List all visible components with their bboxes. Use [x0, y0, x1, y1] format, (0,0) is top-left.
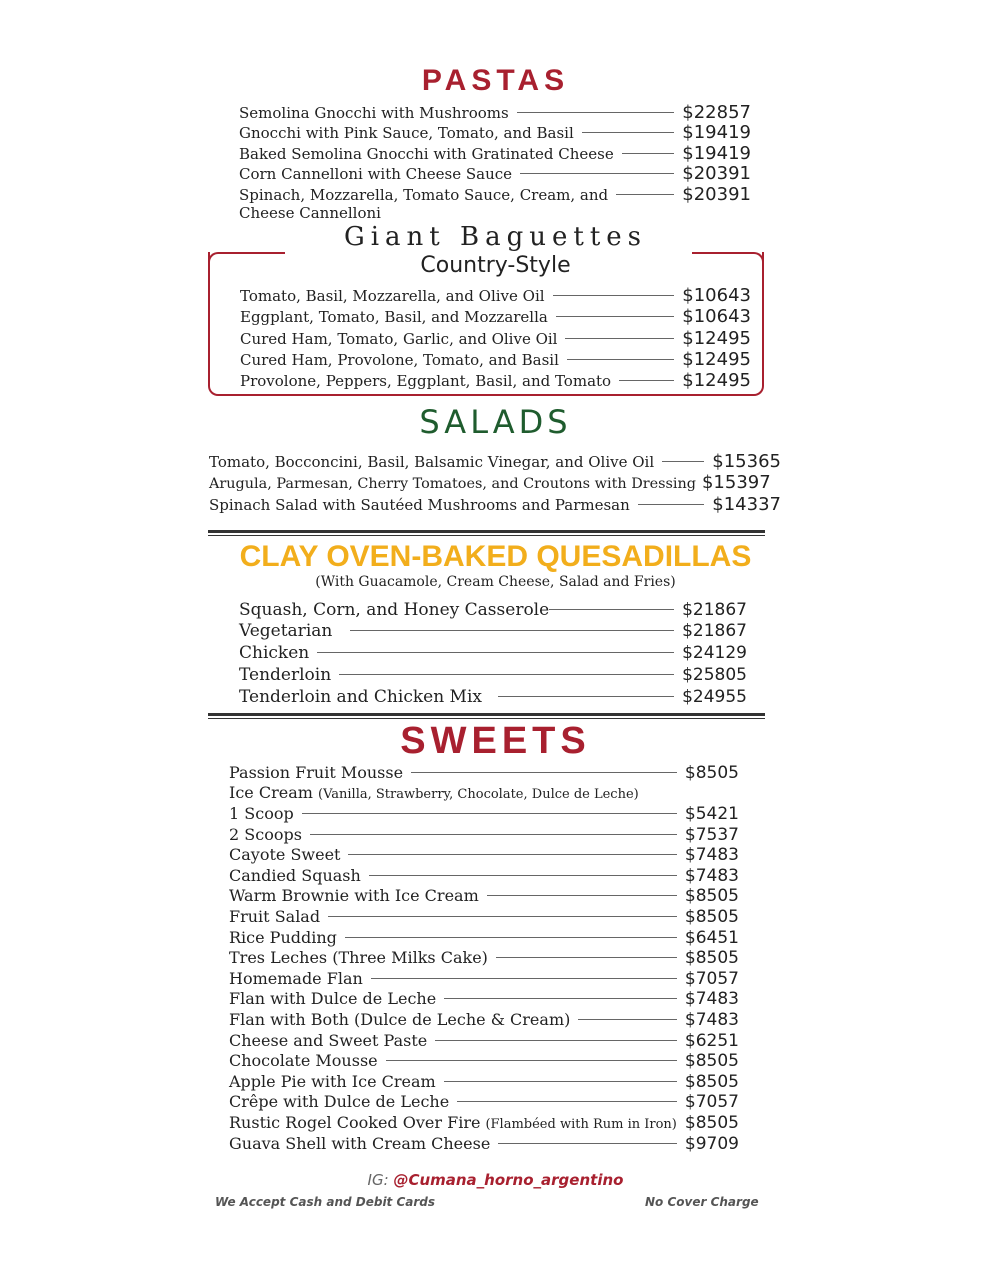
item-price: $15365: [712, 451, 781, 472]
leader-line: [549, 609, 674, 610]
item-price: $8505: [684, 1113, 739, 1133]
menu-item: [240, 349, 751, 370]
leader-line: [444, 998, 677, 999]
menu-item: [229, 1113, 739, 1133]
item-name: Rustic Rogel Cooked Over Fire: [229, 1113, 481, 1132]
quesadillas-title: CLAY OVEN-BAKED QUESADILLAS: [239, 540, 752, 573]
menu-item: [240, 306, 751, 327]
item-name: 2 Scoops: [229, 824, 302, 844]
cover-note: No Cover Charge: [645, 1195, 759, 1209]
leader-line: [517, 112, 675, 113]
sweets-title: SWEETS: [400, 720, 591, 762]
item-price: $10643: [682, 285, 751, 306]
leader-line: [582, 132, 675, 133]
leader-line: [556, 316, 674, 317]
item-price: $7483: [684, 1010, 739, 1030]
baguettes-title: Giant Baguettes: [343, 222, 648, 252]
item-price: $19419: [682, 122, 751, 143]
item-price: $22857: [682, 102, 751, 123]
item-price: $8505: [684, 886, 739, 907]
menu-item: [239, 643, 747, 663]
item-name: Squash, Corn, and Honey Casserole: [239, 600, 550, 620]
item-price: $24129: [682, 643, 747, 663]
item-name: Spinach Salad with Sautéed Mushrooms and Parmesan: [209, 496, 630, 514]
section-divider: [208, 530, 765, 536]
leader-line: [498, 696, 674, 697]
item-name: Cured Ham, Tomato, Garlic, and Olive Oil: [240, 330, 558, 348]
menu-item: [229, 969, 739, 989]
item-price: $9709: [684, 1133, 739, 1154]
leader-line: [553, 295, 675, 296]
leader-line: [302, 813, 677, 814]
leader-line: [619, 380, 674, 381]
item-price: $20391: [682, 163, 751, 184]
leader-line: [520, 173, 674, 174]
item-price: $19419: [682, 143, 751, 164]
item-name: Homemade Flan: [229, 968, 363, 988]
item-name: Cheese and Sweet Paste: [229, 1030, 428, 1050]
item-name: Warm Brownie with Ice Cream: [229, 886, 479, 906]
item-name: Gnocchi with Pink Sauce, Tomato, and Basil: [239, 124, 574, 142]
menu-item: [229, 886, 739, 906]
item-price: $7483: [684, 989, 739, 1010]
item-price: $12495: [682, 370, 751, 391]
menu-item: [229, 1051, 739, 1071]
leader-line: [328, 916, 677, 917]
leader-line: [662, 461, 704, 462]
item-name: Eggplant, Tomato, Basil, and Mozzarella: [240, 308, 548, 326]
item-price: $7483: [684, 865, 739, 886]
item-price: $7057: [684, 968, 739, 989]
item-name: Ice Cream: [229, 783, 313, 802]
leader-line: [457, 1101, 677, 1102]
item-name: Tomato, Bocconcini, Basil, Balsamic Vinegar, and Olive Oil: [209, 453, 655, 471]
leader-line: [444, 1081, 677, 1082]
leader-line: [565, 338, 674, 339]
item-name: Cured Ham, Provolone, Tomato, and Basil: [240, 351, 559, 369]
item-price: $6451: [684, 927, 739, 948]
ig-handle: @Cumana_horno_argentino: [393, 1171, 624, 1189]
item-name: Guava Shell with Cream Cheese: [229, 1133, 491, 1153]
item-price: $12495: [682, 349, 751, 370]
leader-line: [487, 895, 677, 896]
item-price: $5421: [684, 804, 739, 824]
leader-line: [348, 854, 676, 855]
leader-line: [616, 194, 674, 195]
item-name: Chicken: [239, 643, 310, 663]
item-note: (Vanilla, Strawberry, Chocolate, Dulce de Leche): [318, 787, 639, 802]
item-name: Baked Semolina Gnocchi with Gratinated Cheese: [239, 145, 614, 163]
item-name: Rice Pudding: [229, 927, 337, 947]
leader-line: [496, 957, 677, 958]
menu-item: [209, 472, 781, 493]
item-name: Cayote Sweet: [229, 845, 341, 865]
leader-line: [371, 978, 677, 979]
item-price: $25805: [682, 665, 747, 685]
item-name: Tomato, Basil, Mozzarella, and Olive Oil: [240, 287, 545, 305]
leader-line: [411, 772, 677, 773]
item-name: Crêpe with Dulce de Leche: [229, 1092, 450, 1112]
menu-item: [229, 989, 739, 1009]
menu-item: [239, 184, 751, 205]
item-price: $21867: [682, 621, 747, 641]
leader-line: [386, 1060, 677, 1061]
menu-item: [239, 163, 751, 184]
menu-item: [240, 370, 751, 391]
item-price: $8505: [684, 1071, 739, 1092]
item-note: (Flambéed with Rum in Iron): [485, 1117, 677, 1132]
instagram-line: [0, 1171, 991, 1189]
item-name: Flan with Dulce de Leche: [229, 989, 437, 1009]
menu-item: [239, 621, 747, 641]
menu-item: [239, 665, 747, 685]
menu-item: [229, 1092, 739, 1112]
leader-line: [345, 937, 677, 938]
item-price: $24955: [682, 687, 747, 707]
menu-item: [239, 143, 751, 164]
leader-line: [435, 1040, 677, 1041]
item-price: $20391: [682, 184, 751, 205]
menu-item: [229, 1031, 739, 1051]
menu-item: [240, 328, 751, 349]
leader-line: [369, 875, 677, 876]
item-name: Corn Cannelloni with Cheese Sauce: [239, 165, 513, 183]
leader-line: [638, 504, 705, 505]
payment-note: We Accept Cash and Debit Cards: [215, 1195, 436, 1209]
item-price: $8505: [684, 907, 739, 927]
menu-item: [229, 907, 739, 927]
leader-line: [317, 652, 674, 653]
item-name: Fruit Salad: [229, 907, 321, 926]
item-name: Candied Squash: [229, 865, 361, 885]
quesadillas-subtitle: (With Guacamole, Cream Cheese, Salad and Fries): [315, 574, 676, 590]
menu-item: [209, 494, 781, 515]
menu-item: [209, 451, 781, 472]
item-price: $21867: [682, 600, 747, 620]
item-name: Spinach, Mozzarella, Tomato Sauce, Cream, and: [239, 186, 609, 204]
menu-item: [229, 866, 739, 886]
item-name: Vegetarian: [239, 621, 333, 641]
item-name: Chocolate Mousse: [229, 1051, 378, 1071]
item-price: $10643: [682, 306, 751, 327]
menu-item: [239, 687, 747, 707]
leader-line: [578, 1019, 677, 1020]
menu-item: [229, 1134, 739, 1154]
item-name: Tenderloin: [239, 665, 332, 685]
item-name: Tenderloin and Chicken Mix: [239, 687, 482, 707]
menu-item: [239, 600, 747, 620]
ice-cream-heading: [229, 783, 639, 802]
leader-line: [339, 674, 674, 675]
item-price: $8505: [684, 1051, 739, 1072]
item-price: $8505: [684, 948, 739, 969]
item-name: 1 Scoop: [229, 804, 294, 823]
menu-item: [229, 1072, 739, 1092]
item-name: Flan with Both (Dulce de Leche & Cream): [229, 1010, 571, 1029]
item-price: $7483: [684, 845, 739, 866]
item-name: Arugula, Parmesan, Cherry Tomatoes, and Croutons with Dressing: [209, 476, 696, 492]
menu-item: [239, 102, 751, 123]
menu-item: [229, 763, 739, 783]
leader-line: [350, 630, 674, 631]
item-name: Provolone, Peppers, Eggplant, Basil, and Tomato: [240, 372, 612, 390]
item-name: Apple Pie with Ice Cream: [229, 1071, 436, 1091]
item-price: $8505: [684, 763, 739, 783]
menu-item: [229, 948, 739, 968]
item-price: $6251: [684, 1030, 739, 1051]
menu-item: [229, 804, 739, 824]
section-divider: [208, 713, 765, 719]
item-price: $14337: [712, 494, 781, 515]
ig-label: IG:: [367, 1171, 389, 1189]
item-name: Tres Leches (Three Milks Cake): [229, 948, 488, 968]
menu-item: [239, 122, 751, 143]
menu-item: [229, 928, 739, 948]
leader-line: [622, 153, 675, 154]
item-name-continued: Cheese Cannelloni: [239, 204, 381, 222]
menu-item: [240, 285, 751, 306]
item-price: $15397: [701, 472, 771, 493]
menu-item: [229, 825, 739, 845]
pastas-title: PASTAS: [421, 64, 570, 97]
leader-line: [498, 1143, 677, 1144]
item-price: $12495: [682, 328, 751, 349]
leader-line: [567, 359, 674, 360]
item-price: $7057: [684, 1092, 739, 1113]
menu-item: [229, 1010, 739, 1030]
menu-item: [229, 845, 739, 865]
item-name: Semolina Gnocchi with Mushrooms: [239, 104, 509, 122]
item-name: Passion Fruit Mousse: [229, 763, 404, 782]
salads-title: SALADS: [419, 403, 572, 441]
baguettes-subtitle: Country-Style: [420, 253, 571, 278]
leader-line: [310, 834, 677, 835]
item-price: $7537: [684, 824, 739, 845]
